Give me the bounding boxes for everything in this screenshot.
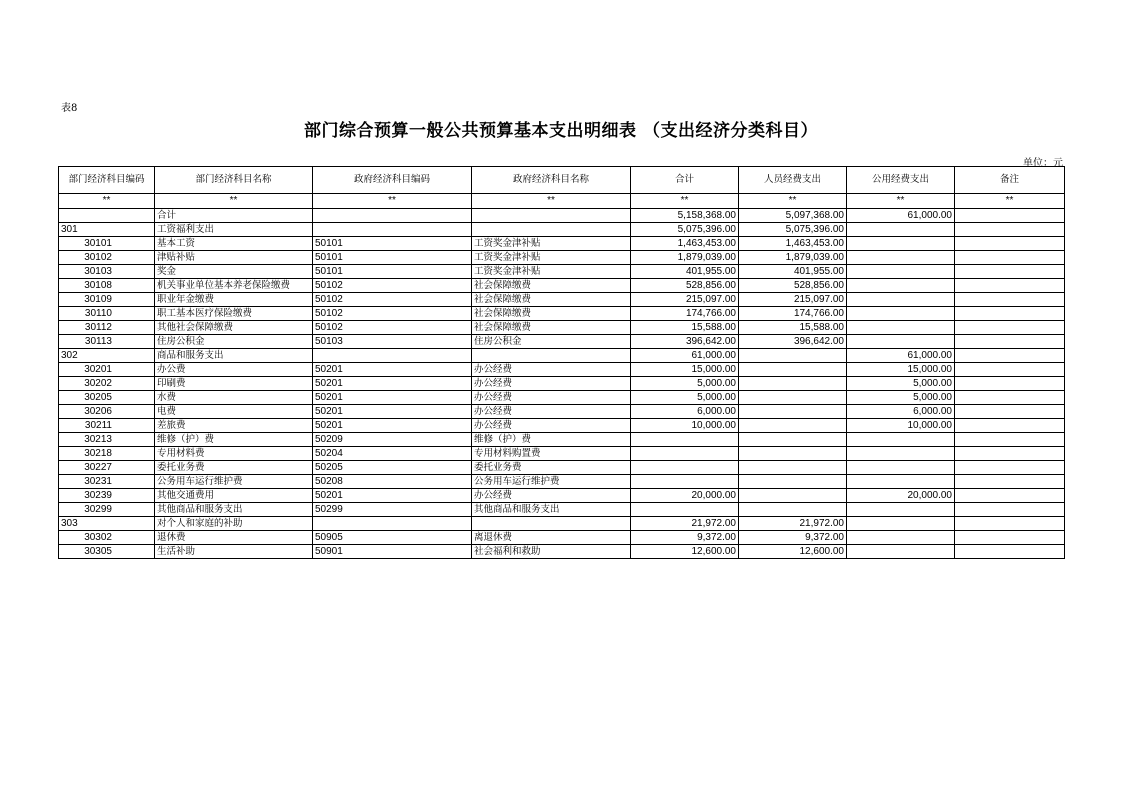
gov-name-cell: 办公经费 (472, 419, 631, 433)
header-personnel: 人员经费支出 (739, 167, 847, 194)
placeholder-cell: ** (739, 194, 847, 209)
total-cell: 15,588.00 (631, 321, 739, 335)
gov-name-cell (472, 223, 631, 237)
gov-code-cell: 50201 (313, 489, 472, 503)
remark-cell (955, 363, 1065, 377)
dept-code-cell: 30108 (59, 279, 155, 293)
gov-name-cell: 住房公积金 (472, 335, 631, 349)
dept-name-cell: 职业年金缴费 (155, 293, 313, 307)
total-cell (631, 447, 739, 461)
gov-code-cell: 50102 (313, 293, 472, 307)
public-cell (847, 433, 955, 447)
public-cell: 10,000.00 (847, 419, 955, 433)
personnel-cell: 12,600.00 (739, 545, 847, 559)
dept-code-cell: 30213 (59, 433, 155, 447)
public-cell (847, 223, 955, 237)
personnel-cell: 5,075,396.00 (739, 223, 847, 237)
personnel-cell (739, 475, 847, 489)
table-row (59, 223, 1065, 237)
personnel-cell (739, 489, 847, 503)
remark-cell (955, 475, 1065, 489)
dept-code-cell: 30218 (59, 447, 155, 461)
dept-code-cell: 30201 (59, 363, 155, 377)
total-cell (631, 475, 739, 489)
gov-name-cell: 维修（护）费 (472, 433, 631, 447)
remark-cell (955, 377, 1065, 391)
gov-name-cell: 办公经费 (472, 489, 631, 503)
dept-name-cell: 维修（护）费 (155, 433, 313, 447)
table-row (59, 335, 1065, 349)
dept-name-cell: 机关事业单位基本养老保险缴费 (155, 279, 313, 293)
dept-name-cell: 委托业务费 (155, 461, 313, 475)
dept-name-cell: 退休费 (155, 531, 313, 545)
public-cell (847, 279, 955, 293)
gov-code-cell: 50209 (313, 433, 472, 447)
dept-name-cell: 职工基本医疗保险缴费 (155, 307, 313, 321)
public-cell (847, 517, 955, 531)
total-cell (631, 433, 739, 447)
total-cell: 9,372.00 (631, 531, 739, 545)
gov-code-cell: 50901 (313, 545, 472, 559)
header-total: 合计 (631, 167, 739, 194)
personnel-cell (739, 433, 847, 447)
table-row (59, 251, 1065, 265)
gov-name-cell: 离退休费 (472, 531, 631, 545)
gov-code-cell: 50101 (313, 265, 472, 279)
personnel-cell: 1,879,039.00 (739, 251, 847, 265)
dept-code-cell: 30302 (59, 531, 155, 545)
dept-code-cell: 30113 (59, 335, 155, 349)
total-cell: 1,879,039.00 (631, 251, 739, 265)
table-row (59, 377, 1065, 391)
public-cell (847, 545, 955, 559)
table-row (59, 405, 1065, 419)
remark-cell (955, 503, 1065, 517)
total-cell: 15,000.00 (631, 363, 739, 377)
dept-code-cell: 30202 (59, 377, 155, 391)
dept-code-cell: 30112 (59, 321, 155, 335)
gov-name-cell: 社会保障缴费 (472, 293, 631, 307)
gov-code-cell: 50101 (313, 251, 472, 265)
dept-code-cell: 301 (59, 223, 155, 237)
dept-code-cell: 30103 (59, 265, 155, 279)
public-cell (847, 251, 955, 265)
total-cell: 5,158,368.00 (631, 209, 739, 223)
remark-cell (955, 545, 1065, 559)
dept-code-cell: 30305 (59, 545, 155, 559)
gov-name-cell: 工资奖金津补贴 (472, 251, 631, 265)
remark-cell (955, 447, 1065, 461)
total-cell: 174,766.00 (631, 307, 739, 321)
gov-name-cell: 工资奖金津补贴 (472, 237, 631, 251)
dept-name-cell: 差旅费 (155, 419, 313, 433)
gov-code-cell: 50201 (313, 405, 472, 419)
public-cell (847, 531, 955, 545)
table-row (59, 279, 1065, 293)
gov-name-cell (472, 517, 631, 531)
personnel-cell: 21,972.00 (739, 517, 847, 531)
gov-name-cell: 社会保障缴费 (472, 321, 631, 335)
remark-cell (955, 279, 1065, 293)
dept-name-cell: 合计 (155, 209, 313, 223)
table-row (59, 391, 1065, 405)
gov-name-cell: 工资奖金津补贴 (472, 265, 631, 279)
dept-name-cell: 商品和服务支出 (155, 349, 313, 363)
personnel-cell (739, 391, 847, 405)
public-cell (847, 307, 955, 321)
table-row (59, 503, 1065, 517)
dept-code-cell: 30101 (59, 237, 155, 251)
dept-code-cell: 30206 (59, 405, 155, 419)
total-cell: 5,000.00 (631, 391, 739, 405)
gov-name-cell: 社会保障缴费 (472, 307, 631, 321)
personnel-cell (739, 405, 847, 419)
table-row (59, 489, 1065, 503)
remark-cell (955, 461, 1065, 475)
gov-code-cell: 50201 (313, 419, 472, 433)
dept-name-cell: 其他社会保障缴费 (155, 321, 313, 335)
personnel-cell: 215,097.00 (739, 293, 847, 307)
dept-code-cell: 30110 (59, 307, 155, 321)
gov-code-cell (313, 209, 472, 223)
table-row (59, 419, 1065, 433)
public-cell: 61,000.00 (847, 349, 955, 363)
total-cell: 528,856.00 (631, 279, 739, 293)
total-cell: 1,463,453.00 (631, 237, 739, 251)
personnel-cell: 5,097,368.00 (739, 209, 847, 223)
header-remark: 备注 (955, 167, 1065, 194)
dept-name-cell: 工资福利支出 (155, 223, 313, 237)
dept-name-cell: 基本工资 (155, 237, 313, 251)
public-cell (847, 447, 955, 461)
personnel-cell: 396,642.00 (739, 335, 847, 349)
personnel-cell (739, 349, 847, 363)
total-cell: 20,000.00 (631, 489, 739, 503)
gov-code-cell: 50299 (313, 503, 472, 517)
gov-name-cell: 办公经费 (472, 391, 631, 405)
total-cell: 21,972.00 (631, 517, 739, 531)
header-dept-name: 部门经济科目名称 (155, 167, 313, 194)
personnel-cell (739, 377, 847, 391)
placeholder-cell: ** (847, 194, 955, 209)
gov-code-cell (313, 349, 472, 363)
total-cell: 5,075,396.00 (631, 223, 739, 237)
public-cell: 6,000.00 (847, 405, 955, 419)
personnel-cell: 9,372.00 (739, 531, 847, 545)
total-cell: 12,600.00 (631, 545, 739, 559)
personnel-cell (739, 503, 847, 517)
table-row (59, 517, 1065, 531)
remark-cell (955, 293, 1065, 307)
header-gov-code: 政府经济科目编码 (313, 167, 472, 194)
personnel-cell: 1,463,453.00 (739, 237, 847, 251)
table-header-row (59, 167, 1065, 194)
total-cell: 396,642.00 (631, 335, 739, 349)
dept-code-cell: 30239 (59, 489, 155, 503)
header-dept-code: 部门经济科目编码 (59, 167, 155, 194)
gov-name-cell: 其他商品和服务支出 (472, 503, 631, 517)
unit-label: 单位：元 (1023, 158, 1063, 169)
dept-name-cell: 对个人和家庭的补助 (155, 517, 313, 531)
table-row (59, 363, 1065, 377)
gov-name-cell (472, 349, 631, 363)
table-row (59, 307, 1065, 321)
remark-cell (955, 405, 1065, 419)
remark-cell (955, 307, 1065, 321)
gov-name-cell (472, 209, 631, 223)
table-row (59, 321, 1065, 335)
placeholder-cell: ** (955, 194, 1065, 209)
gov-code-cell: 50905 (313, 531, 472, 545)
table-row (59, 293, 1065, 307)
gov-code-cell: 50201 (313, 363, 472, 377)
remark-cell (955, 321, 1065, 335)
placeholder-cell: ** (472, 194, 631, 209)
gov-code-cell (313, 223, 472, 237)
placeholder-cell: ** (313, 194, 472, 209)
dept-code-cell: 302 (59, 349, 155, 363)
gov-code-cell: 50101 (313, 237, 472, 251)
dept-code-cell (59, 209, 155, 223)
dept-name-cell: 其他商品和服务支出 (155, 503, 313, 517)
remark-cell (955, 223, 1065, 237)
table-row (59, 209, 1065, 223)
public-cell (847, 475, 955, 489)
remark-cell (955, 517, 1065, 531)
personnel-cell (739, 447, 847, 461)
gov-name-cell: 专用材料购置费 (472, 447, 631, 461)
dept-code-cell: 30205 (59, 391, 155, 405)
public-cell: 15,000.00 (847, 363, 955, 377)
remark-cell (955, 251, 1065, 265)
public-cell (847, 265, 955, 279)
gov-name-cell: 社会保障缴费 (472, 279, 631, 293)
gov-name-cell: 公务用车运行维护费 (472, 475, 631, 489)
total-cell: 10,000.00 (631, 419, 739, 433)
public-cell: 61,000.00 (847, 209, 955, 223)
dept-code-cell: 30231 (59, 475, 155, 489)
public-cell (847, 237, 955, 251)
dept-name-cell: 住房公积金 (155, 335, 313, 349)
personnel-cell (739, 419, 847, 433)
dept-name-cell: 津贴补贴 (155, 251, 313, 265)
remark-cell (955, 531, 1065, 545)
gov-code-cell: 50102 (313, 279, 472, 293)
header-public: 公用经费支出 (847, 167, 955, 194)
placeholder-cell: ** (155, 194, 313, 209)
personnel-cell: 401,955.00 (739, 265, 847, 279)
dept-code-cell: 30102 (59, 251, 155, 265)
dept-name-cell: 印刷费 (155, 377, 313, 391)
dept-code-cell: 303 (59, 517, 155, 531)
gov-code-cell: 50103 (313, 335, 472, 349)
placeholder-cell: ** (59, 194, 155, 209)
personnel-cell: 174,766.00 (739, 307, 847, 321)
table-row (59, 475, 1065, 489)
public-cell: 5,000.00 (847, 377, 955, 391)
total-cell (631, 503, 739, 517)
table-row (59, 433, 1065, 447)
dept-name-cell: 电费 (155, 405, 313, 419)
dept-name-cell: 其他交通费用 (155, 489, 313, 503)
dept-name-cell: 办公费 (155, 363, 313, 377)
public-cell (847, 461, 955, 475)
dept-name-cell: 奖金 (155, 265, 313, 279)
remark-cell (955, 391, 1065, 405)
dept-name-cell: 专用材料费 (155, 447, 313, 461)
table-row (59, 447, 1065, 461)
remark-cell (955, 489, 1065, 503)
public-cell (847, 335, 955, 349)
public-cell (847, 503, 955, 517)
table-row (59, 461, 1065, 475)
table-row (59, 237, 1065, 251)
table-row (59, 531, 1065, 545)
gov-name-cell: 办公经费 (472, 363, 631, 377)
public-cell (847, 321, 955, 335)
gov-name-cell: 办公经费 (472, 377, 631, 391)
dept-name-cell: 水费 (155, 391, 313, 405)
header-gov-name: 政府经济科目名称 (472, 167, 631, 194)
gov-code-cell: 50102 (313, 307, 472, 321)
remark-cell (955, 209, 1065, 223)
personnel-cell: 528,856.00 (739, 279, 847, 293)
gov-name-cell: 社会福利和救助 (472, 545, 631, 559)
gov-code-cell: 50201 (313, 391, 472, 405)
gov-code-cell: 50205 (313, 461, 472, 475)
total-cell: 6,000.00 (631, 405, 739, 419)
dept-code-cell: 30109 (59, 293, 155, 307)
remark-cell (955, 237, 1065, 251)
gov-code-cell: 50208 (313, 475, 472, 489)
public-cell (847, 293, 955, 307)
dept-code-cell: 30227 (59, 461, 155, 475)
personnel-cell (739, 363, 847, 377)
personnel-cell: 15,588.00 (739, 321, 847, 335)
budget-detail-table (58, 166, 1065, 559)
public-cell: 20,000.00 (847, 489, 955, 503)
gov-code-cell: 50102 (313, 321, 472, 335)
gov-name-cell: 委托业务费 (472, 461, 631, 475)
total-cell: 401,955.00 (631, 265, 739, 279)
remark-cell (955, 335, 1065, 349)
table-row (59, 545, 1065, 559)
placeholder-cell: ** (631, 194, 739, 209)
dept-name-cell: 生活补助 (155, 545, 313, 559)
page-title: 部门综合预算一般公共预算基本支出明细表 （支出经济分类科目） (304, 121, 818, 141)
personnel-cell (739, 461, 847, 475)
table-row (59, 265, 1065, 279)
total-cell: 215,097.00 (631, 293, 739, 307)
total-cell: 61,000.00 (631, 349, 739, 363)
gov-code-cell: 50201 (313, 377, 472, 391)
remark-cell (955, 349, 1065, 363)
table-row (59, 349, 1065, 363)
public-cell: 5,000.00 (847, 391, 955, 405)
remark-cell (955, 419, 1065, 433)
remark-cell (955, 433, 1065, 447)
dept-code-cell: 30211 (59, 419, 155, 433)
remark-cell (955, 265, 1065, 279)
dept-name-cell: 公务用车运行维护费 (155, 475, 313, 489)
gov-code-cell: 50204 (313, 447, 472, 461)
dept-code-cell: 30299 (59, 503, 155, 517)
gov-name-cell: 办公经费 (472, 405, 631, 419)
table-number: 表8 (61, 103, 78, 114)
placeholder-row (59, 194, 1065, 209)
gov-code-cell (313, 517, 472, 531)
total-cell: 5,000.00 (631, 377, 739, 391)
total-cell (631, 461, 739, 475)
